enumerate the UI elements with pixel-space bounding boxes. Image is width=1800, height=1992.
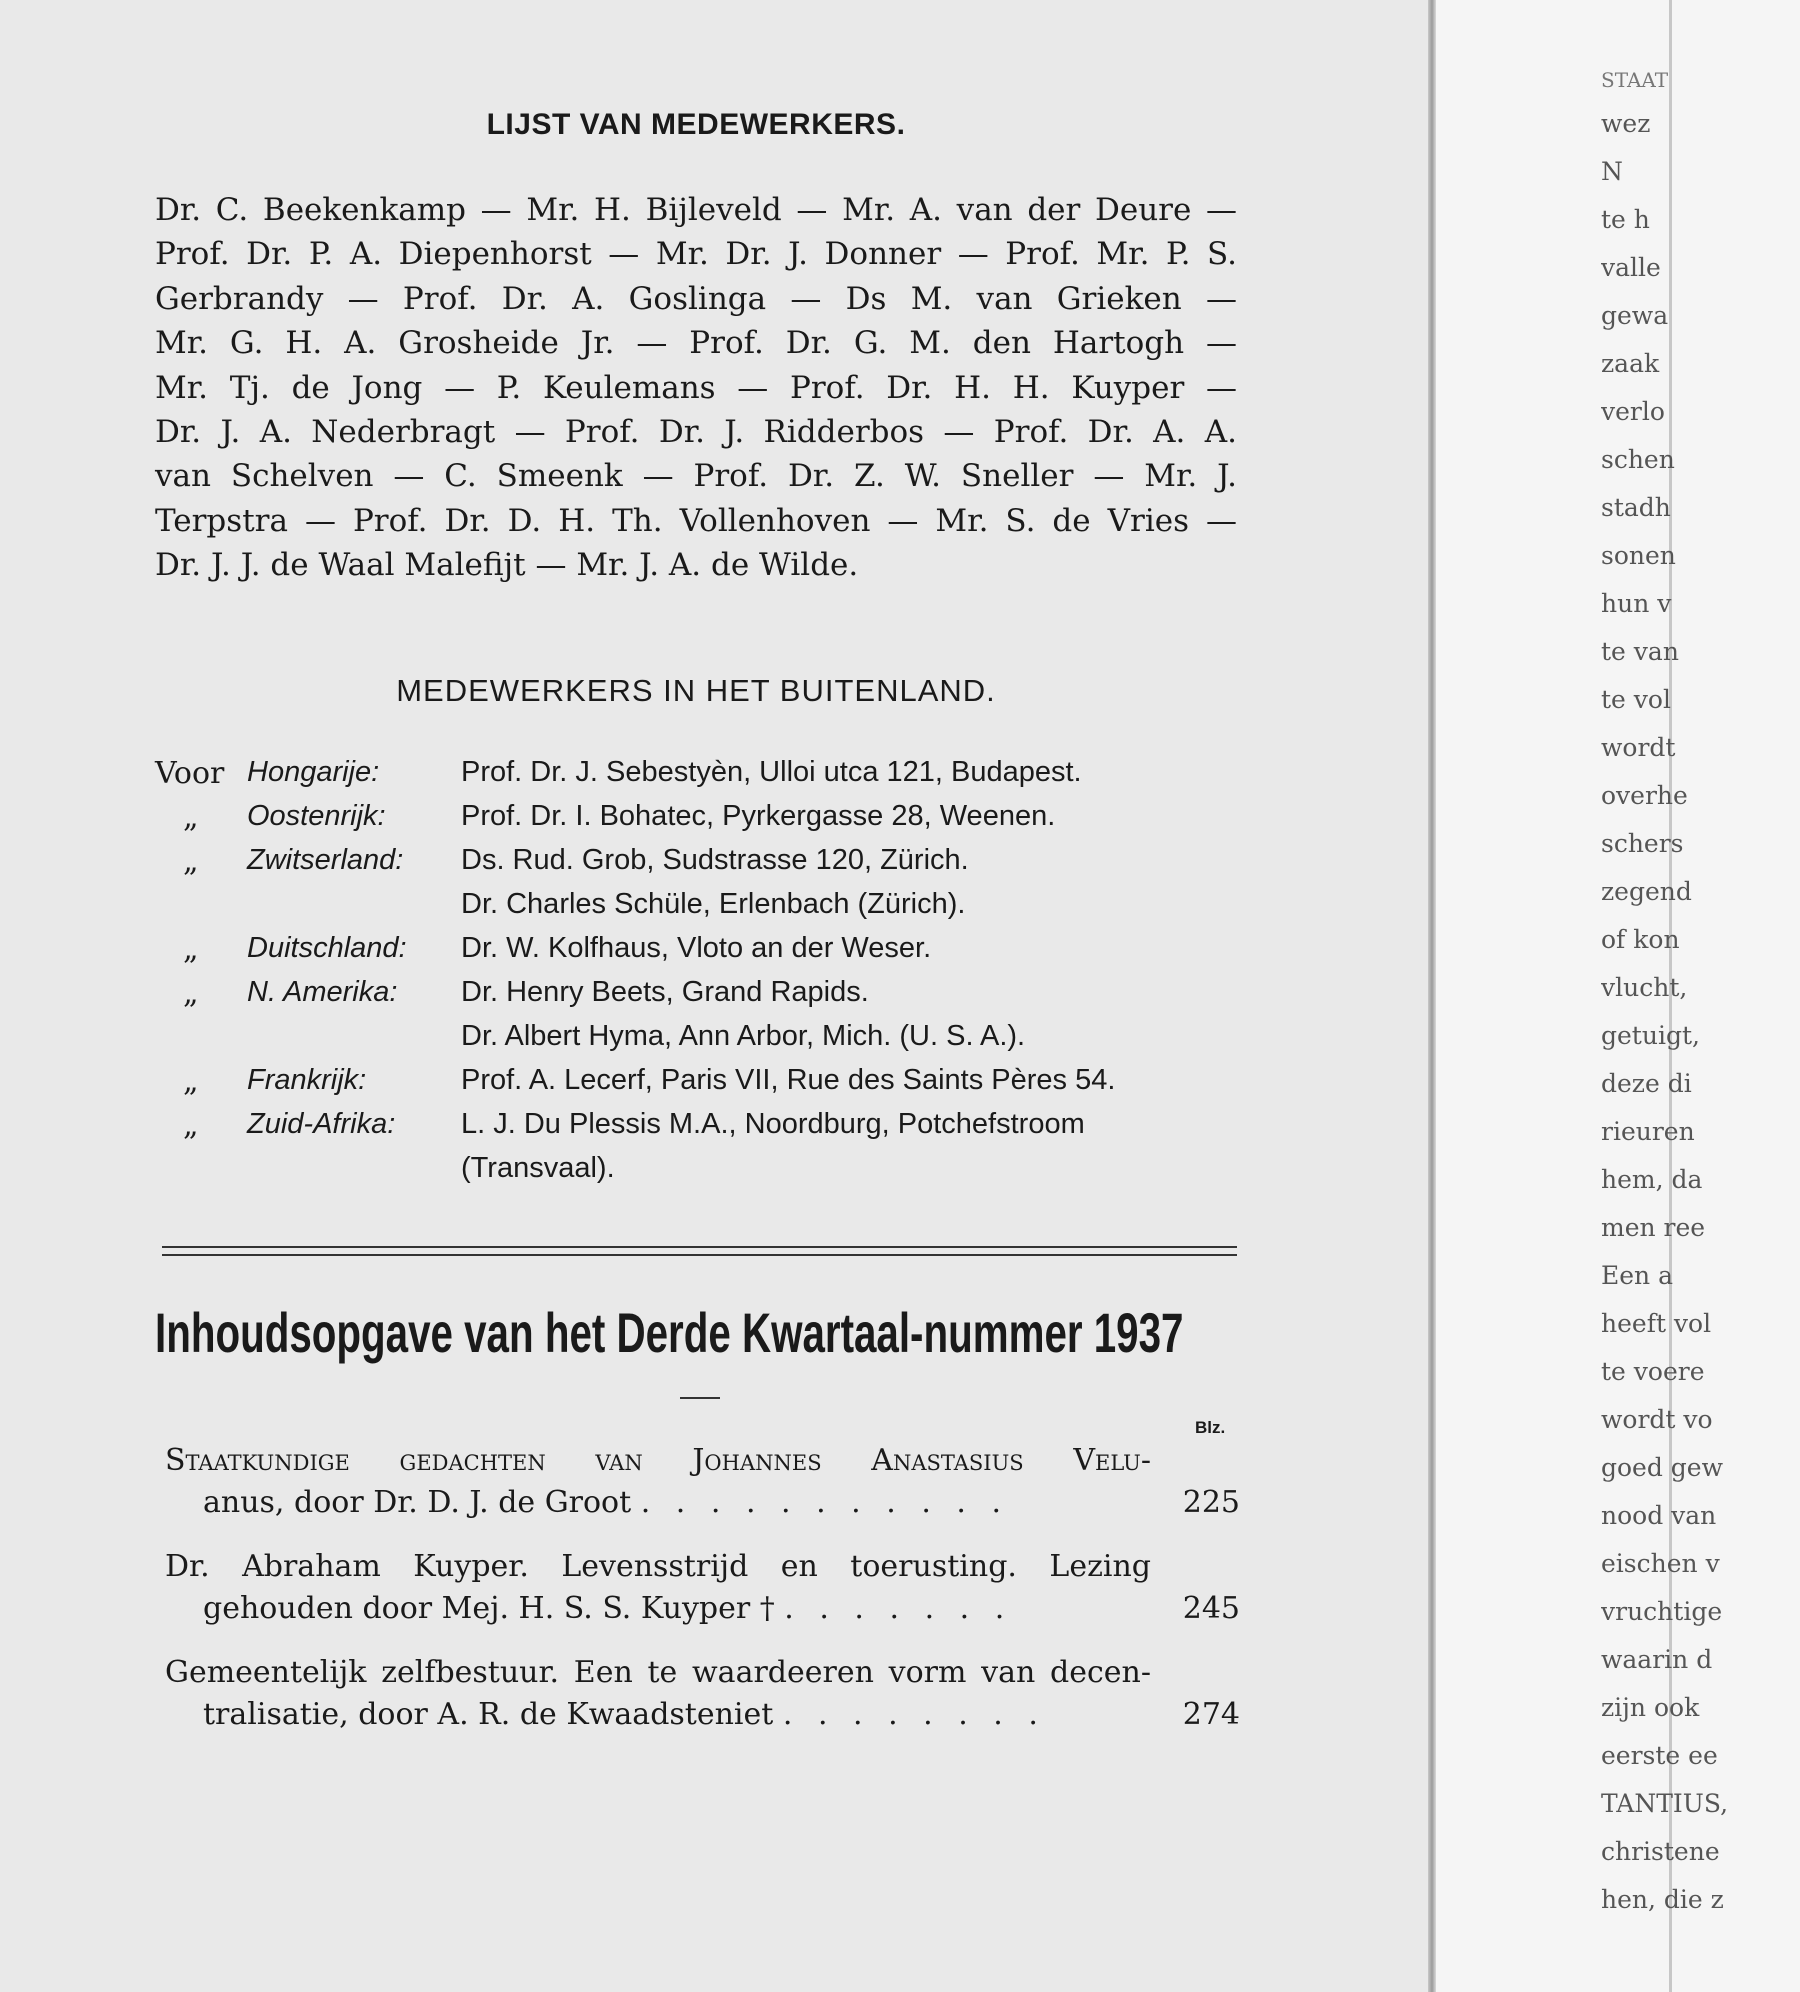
- abroad-row: [155, 932, 1245, 976]
- abroad-address: Dr. W. Kolfhaus, Vloto an der Weser.: [461, 932, 932, 964]
- fragment-word: zegend: [1601, 877, 1692, 906]
- fragment-word: of kon: [1601, 925, 1680, 954]
- fragment-word: schers: [1601, 829, 1684, 858]
- abroad-address: (Transvaal).: [461, 1152, 615, 1184]
- abroad-prefix: „: [183, 1064, 199, 1099]
- fragment-word: zaak: [1601, 349, 1660, 378]
- contributors-line: van Schelven — C. Smeenk — Prof. Dr. Z. W. Sneller — Mr. J.: [155, 458, 1237, 495]
- abroad-row: [155, 1108, 1245, 1152]
- fragment-word: zijn ook: [1601, 1693, 1700, 1722]
- entry-title-line: Gemeentelijk zelfbestuur. Een te waardeeren vorm van decen-: [165, 1655, 1151, 1690]
- fragment-word: hun v: [1601, 589, 1672, 618]
- abroad-country: Oostenrijk:: [247, 800, 386, 832]
- fragment-word: christene: [1601, 1837, 1720, 1866]
- double-rule-bottom: [162, 1254, 1237, 1256]
- list-title: LIJST VAN MEDEWERKERS.: [486, 108, 906, 141]
- entry-page-number: 274: [1182, 1697, 1240, 1732]
- abroad-address: Dr. Henry Beets, Grand Rapids.: [461, 976, 869, 1008]
- fragment-word: te van: [1601, 637, 1679, 666]
- fragment-word: te vol: [1601, 685, 1671, 714]
- abroad-row: [155, 756, 1245, 800]
- abroad-address: Prof. Dr. J. Sebestyèn, Ulloi utca 121, Budapest.: [461, 756, 1082, 788]
- fragment-word: wordt: [1601, 733, 1676, 762]
- contents-entry: [165, 1440, 1240, 1524]
- next-page-fragment-text: [1601, 60, 1800, 1924]
- entry-page-number: 225: [1182, 1485, 1240, 1520]
- contents-title: Inhoudsopgave van het Derde Kwartaal-nummer 1937: [155, 1301, 1184, 1364]
- fragment-word: rieuren: [1601, 1117, 1695, 1146]
- fragment-word: getuigt,: [1601, 1021, 1700, 1050]
- fragment-header: STAAT: [1601, 68, 1669, 92]
- abroad-address: Prof. Dr. I. Bohatec, Pyrkergasse 28, Weenen.: [461, 800, 1056, 832]
- contributors-line: Gerbrandy — Prof. Dr. A. Goslinga — Ds M. van Grieken —: [155, 280, 1237, 317]
- abroad-row: [155, 976, 1245, 1020]
- abroad-country: Hongarije:: [247, 756, 380, 788]
- abroad-country: N. Amerika:: [247, 976, 398, 1008]
- abroad-prefix: „: [183, 932, 199, 967]
- contents-entry: [165, 1546, 1240, 1630]
- fragment-word: verlo: [1601, 397, 1665, 426]
- fragment-word: vruchtige: [1601, 1597, 1723, 1626]
- abroad-row: [155, 888, 1245, 932]
- page-column-label: Blz.: [1195, 1418, 1226, 1437]
- abroad-prefix: Voor: [155, 756, 225, 791]
- abroad-row: [155, 844, 1245, 888]
- entry-leader-dots: . . . . . . . .: [782, 1697, 1046, 1732]
- abroad-country: Duitschland:: [247, 932, 407, 964]
- fragment-word: te voere: [1601, 1357, 1705, 1386]
- contributors-line: Terpstra — Prof. Dr. D. H. Th. Vollenhoven — Mr. S. de Vries —: [155, 502, 1237, 539]
- contents-entry: [165, 1652, 1240, 1736]
- contributors-line: Mr. Tj. de Jong — P. Keulemans — Prof. Dr. H. H. Kuyper —: [155, 369, 1237, 406]
- fragment-word: valle: [1601, 253, 1661, 282]
- entry-title-line: Staatkundige gedachten van Johannes Anastasius Velu-: [165, 1443, 1151, 1478]
- contributors-list: [155, 188, 1237, 588]
- fragment-word: sonen: [1601, 541, 1676, 570]
- contributors-line: Dr. C. Beekenkamp — Mr. H. Bijleveld — Mr. A. van der Deure —: [155, 192, 1237, 228]
- fragment-word: hem, da: [1601, 1165, 1703, 1194]
- entry-leader-dots: . . . . . . . . . . .: [640, 1485, 1009, 1520]
- abroad-prefix: „: [183, 976, 199, 1011]
- fragment-word: gewa: [1601, 301, 1669, 330]
- abroad-address: Ds. Rud. Grob, Sudstrasse 120, Zürich.: [461, 844, 969, 876]
- book-gutter: [1428, 0, 1436, 1992]
- fragment-word: heeft vol: [1601, 1309, 1712, 1338]
- contributors-line: Dr. J. J. de Waal Malefijt — Mr. J. A. de Wilde.: [155, 547, 859, 584]
- fragment-word: nood van: [1601, 1501, 1717, 1530]
- fragment-word: men ree: [1601, 1213, 1706, 1242]
- fragment-word: waarin d: [1601, 1645, 1713, 1674]
- abroad-address: L. J. Du Plessis M.A., Noordburg, Potchefstroom: [461, 1108, 1085, 1140]
- fragment-word: wordt vo: [1601, 1405, 1713, 1434]
- entry-author: anus, door Dr. D. J. de Groot: [203, 1485, 632, 1520]
- fragment-words: [1601, 100, 1800, 1924]
- entry-author-line: [165, 1588, 1240, 1630]
- abroad-address: Dr. Charles Schüle, Erlenbach (Zürich).: [461, 888, 966, 920]
- fragment-word: overhe: [1601, 781, 1688, 810]
- fragment-word: wez: [1601, 109, 1651, 138]
- abroad-row: [155, 1020, 1245, 1064]
- contributors-line: Prof. Dr. P. A. Diepenhorst — Mr. Dr. J. Donner — Prof. Mr. P. S.: [155, 236, 1237, 273]
- entry-author: tralisatie, door A. R. de Kwaadsteniet: [203, 1697, 774, 1732]
- abroad-row: [155, 1064, 1245, 1108]
- short-rule: [680, 1397, 720, 1399]
- contributors-line: Dr. J. A. Nederbragt — Prof. Dr. J. Ridderbos — Prof. Dr. A. A.: [155, 414, 1237, 451]
- abroad-address: Prof. A. Lecerf, Paris VII, Rue des Saints Pères 54.: [461, 1064, 1116, 1096]
- fragment-word: stadh: [1601, 493, 1671, 522]
- fragment-word: schen: [1601, 445, 1675, 474]
- fragment-word: N: [1601, 157, 1623, 186]
- fragment-word: goed gew: [1601, 1453, 1723, 1482]
- abroad-prefix: „: [183, 844, 199, 879]
- fragment-word: te h: [1601, 205, 1650, 234]
- abroad-prefix: „: [183, 1108, 199, 1143]
- abroad-row: [155, 1152, 1245, 1196]
- abroad-country: Frankrijk:: [247, 1064, 367, 1096]
- entry-page-number: 245: [1182, 1591, 1240, 1626]
- abroad-country: Zwitserland:: [247, 844, 404, 876]
- abroad-country: Zuid-Afrika:: [247, 1108, 396, 1140]
- abroad-title: MEDEWERKERS IN HET BUITENLAND.: [396, 673, 996, 708]
- fragment-word: deze di: [1601, 1069, 1692, 1098]
- entry-title-line: Dr. Abraham Kuyper. Levensstrijd en toerusting. Lezing: [165, 1549, 1151, 1584]
- fragment-word: hen, die z: [1601, 1885, 1724, 1914]
- entry-author-line: [165, 1482, 1240, 1524]
- entry-author-line: [165, 1694, 1240, 1736]
- contributors-line: Mr. G. H. A. Grosheide Jr. — Prof. Dr. G. M. den Hartogh —: [155, 325, 1237, 362]
- fragment-word: TANTIUS,: [1601, 1789, 1729, 1818]
- abroad-list: [155, 756, 1245, 1196]
- abroad-prefix: „: [183, 800, 199, 835]
- abroad-address: Dr. Albert Hyma, Ann Arbor, Mich. (U. S. A.).: [461, 1020, 1026, 1052]
- fragment-word: Een a: [1601, 1261, 1673, 1290]
- entry-author: gehouden door Mej. H. S. S. Kuyper †: [203, 1591, 775, 1626]
- abroad-row: [155, 800, 1245, 844]
- double-rule-top: [162, 1246, 1237, 1248]
- fragment-word: eischen v: [1601, 1549, 1720, 1578]
- fragment-word: vlucht,: [1601, 973, 1688, 1002]
- entry-leader-dots: . . . . . . .: [784, 1591, 1013, 1626]
- fragment-word: eerste ee: [1601, 1741, 1718, 1770]
